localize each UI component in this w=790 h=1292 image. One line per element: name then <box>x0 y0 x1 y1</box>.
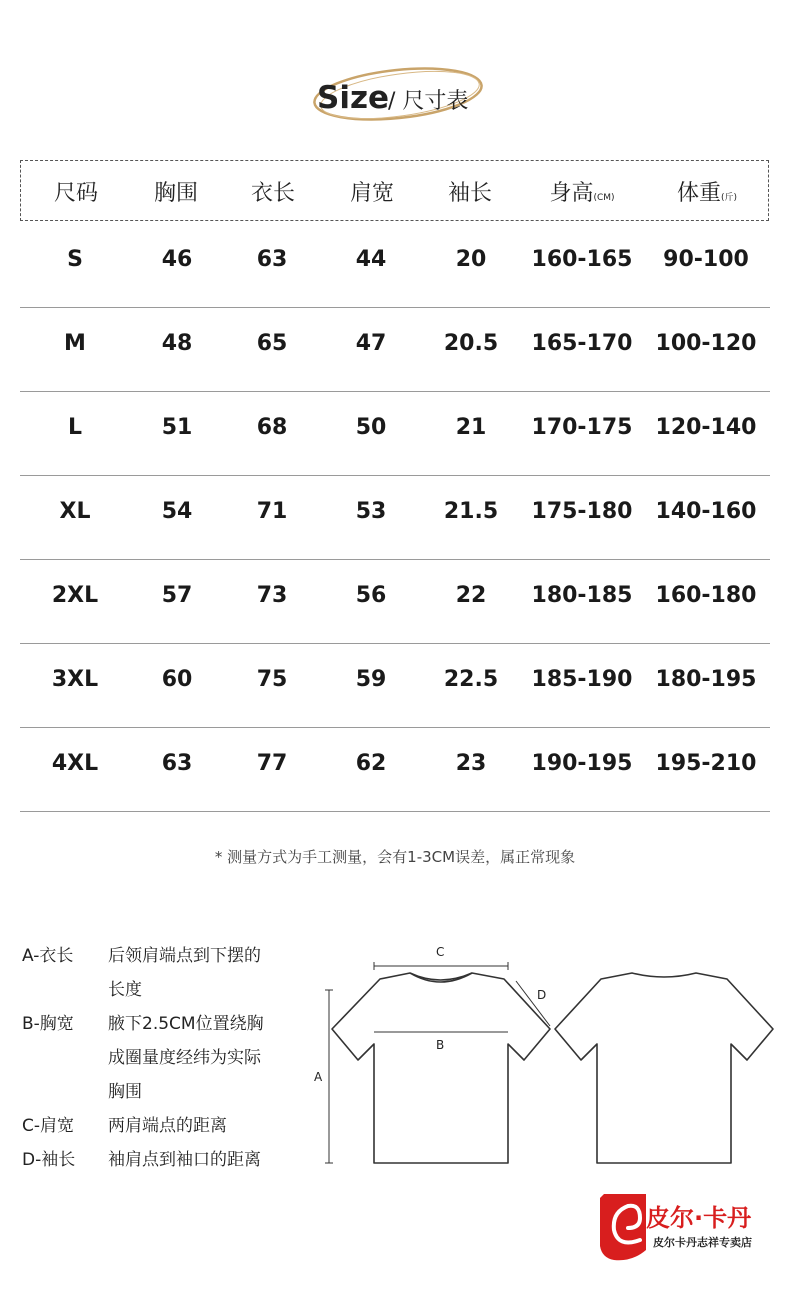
cell-shoulder: 59 <box>355 667 387 692</box>
cell-shoulder: 56 <box>355 583 387 608</box>
table-row <box>20 223 770 308</box>
header-height: 身高(CM) <box>549 181 615 206</box>
diagram-label-a: A <box>314 1070 323 1084</box>
cell-weight: 90-100 <box>663 247 749 272</box>
header-sleeve: 袖长 <box>447 181 493 206</box>
cell-weight: 180-195 <box>655 667 757 692</box>
cell-chest: 57 <box>161 583 193 608</box>
cell-sleeve: 21 <box>455 415 487 440</box>
table-row <box>20 643 770 728</box>
cell-chest: 54 <box>161 499 193 524</box>
cell-sleeve: 20.5 <box>443 331 499 356</box>
cell-chest: 46 <box>161 247 193 272</box>
cell-length: 68 <box>256 415 288 440</box>
cell-sleeve: 20 <box>455 247 487 272</box>
diagram-label-b: B <box>436 1038 445 1052</box>
header-weight: 体重(斤) <box>676 181 738 206</box>
brand-p-logo-icon <box>598 1192 652 1264</box>
table-row <box>20 307 770 392</box>
table-row <box>20 475 770 560</box>
cell-sleeve: 22 <box>455 583 487 608</box>
cell-shoulder: 44 <box>355 247 387 272</box>
cell-chest: 48 <box>161 331 193 356</box>
cell-weight: 195-210 <box>655 751 757 776</box>
cell-sleeve: 23 <box>455 751 487 776</box>
brand-logo <box>598 1192 778 1264</box>
header-chest: 胸围 <box>153 181 199 206</box>
cell-shoulder: 53 <box>355 499 387 524</box>
cell-size: L <box>67 415 83 440</box>
cell-length: 63 <box>256 247 288 272</box>
cell-size: 2XL <box>51 583 99 608</box>
cell-size: M <box>64 331 86 356</box>
header-length: 衣长 <box>250 181 296 206</box>
title-sub-label: / 尺寸表 <box>388 89 469 114</box>
measurement-note: * 测量方式为手工测量，会有1-3CM误差，属正常现象 <box>214 848 576 866</box>
cell-height: 160-165 <box>531 247 633 272</box>
cell-sleeve: 22.5 <box>443 667 499 692</box>
cell-length: 65 <box>256 331 288 356</box>
diagram-label-c: C <box>436 945 445 959</box>
cell-height: 165-170 <box>531 331 633 356</box>
cell-chest: 60 <box>161 667 193 692</box>
size-chart-title <box>300 62 500 132</box>
cell-weight: 160-180 <box>655 583 757 608</box>
cell-size: 3XL <box>51 667 99 692</box>
table-header <box>20 160 769 221</box>
cell-weight: 140-160 <box>655 499 757 524</box>
cell-weight: 100-120 <box>655 331 757 356</box>
brand-name: 皮尔·卡丹 <box>646 1204 752 1232</box>
cell-height: 175-180 <box>531 499 633 524</box>
cell-chest: 63 <box>161 751 193 776</box>
cell-height: 185-190 <box>531 667 633 692</box>
front-tshirt-outline <box>332 973 550 1163</box>
cell-size: 4XL <box>51 751 99 776</box>
diagram-label-d: D <box>537 988 547 1002</box>
cell-shoulder: 47 <box>355 331 387 356</box>
tshirt-measurement-diagram <box>300 935 780 1175</box>
table-row <box>20 559 770 644</box>
cell-length: 71 <box>256 499 288 524</box>
header-shoulder: 肩宽 <box>349 181 395 206</box>
cell-length: 73 <box>256 583 288 608</box>
cell-shoulder: 50 <box>355 415 387 440</box>
cell-sleeve: 21.5 <box>443 499 499 524</box>
front-collar-icon <box>410 973 472 980</box>
cell-length: 77 <box>256 751 288 776</box>
title-size-label: Size <box>317 80 390 116</box>
cell-length: 75 <box>256 667 288 692</box>
back-tshirt-outline <box>555 973 773 1163</box>
cell-height: 190-195 <box>531 751 633 776</box>
cell-height: 170-175 <box>531 415 633 440</box>
cell-size: S <box>67 247 83 272</box>
table-row <box>20 391 770 476</box>
cell-shoulder: 62 <box>355 751 387 776</box>
header-size: 尺码 <box>53 181 99 206</box>
cell-height: 180-185 <box>531 583 633 608</box>
table-row <box>20 727 770 812</box>
cell-chest: 51 <box>161 415 193 440</box>
brand-store-name: 皮尔卡丹志祥专卖店 <box>653 1236 752 1249</box>
cell-size: XL <box>59 499 91 524</box>
cell-weight: 120-140 <box>655 415 757 440</box>
